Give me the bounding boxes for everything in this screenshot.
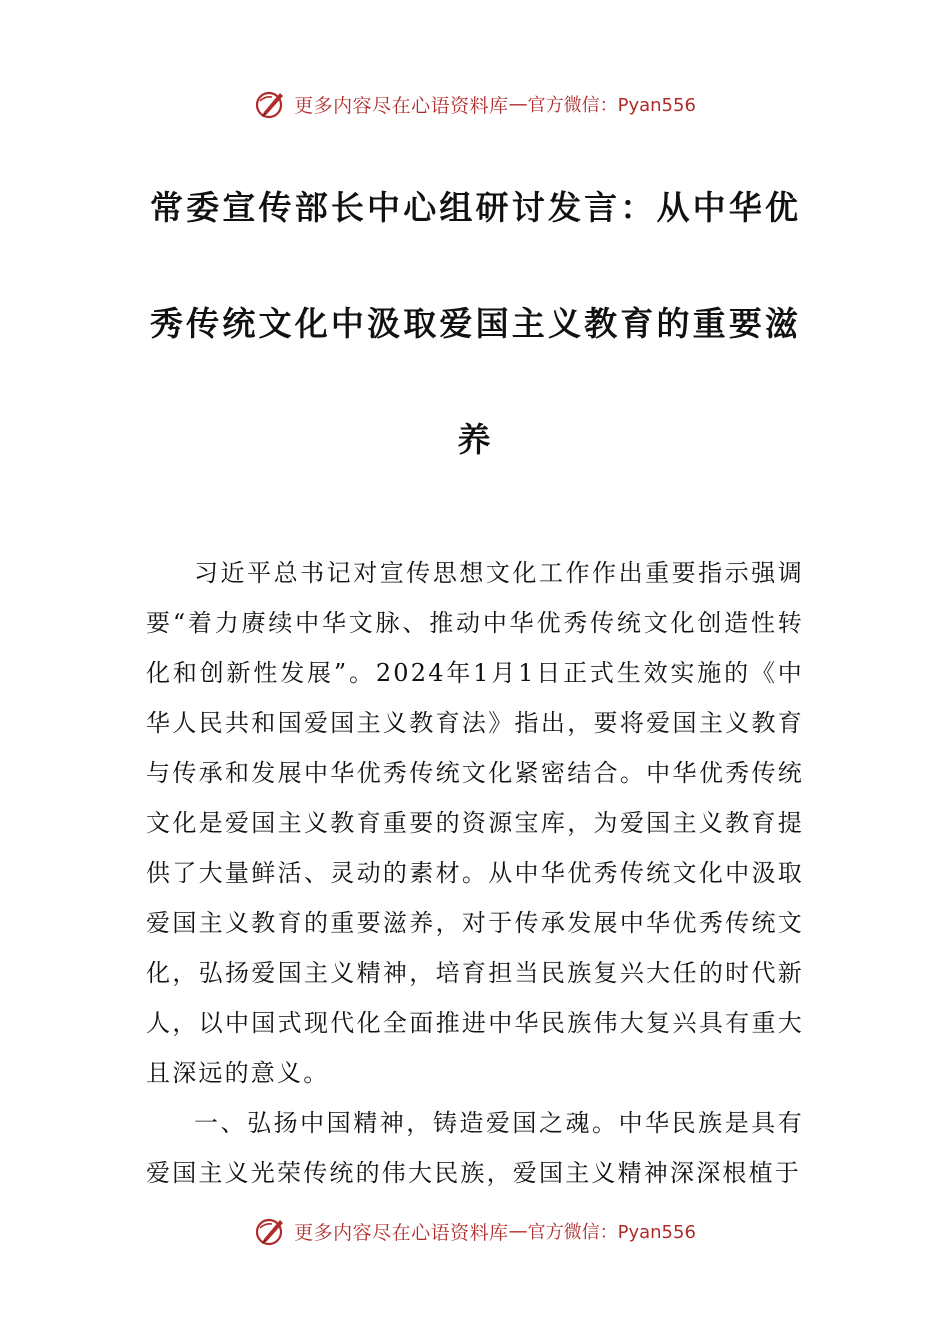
banner-text: 更多内容尽在心语资料库 xyxy=(294,1221,509,1244)
banner-separator: — xyxy=(508,1220,528,1242)
banner-text: 更多内容尽在心语资料库 xyxy=(294,94,509,117)
pen-logo-icon xyxy=(254,1214,288,1248)
paragraph: 一、弘扬中国精神，铸造爱国之魂。中华民族是具有爱国主义光荣传统的伟大民族，爱国主义精神深深根植于 xyxy=(146,1109,804,1187)
banner-wechat: 官方微信：Pyan556 xyxy=(527,95,696,116)
document-body xyxy=(146,548,804,1198)
footer-banner xyxy=(0,1211,950,1251)
pen-logo-icon xyxy=(254,87,288,121)
paragraph: 习近平总书记对宣传思想文化工作作出重要指示强调要“着力赓续中华文脉、推动中华优秀传统文化创造性转化和创新性发展”。2024年1月1日正式生效实施的《中华人民共和国爱国主义教育法》指出，要将爱国主义教育与传承和发展中华优秀传统文化紧密结合。中华优秀传统文化是爱国主义教育重要的资源宝库，为爱国主义教育提供了大量鲜活、灵动的素材。从中华优秀传统文化中汲取爱国主义教育的重要滋养，对于传承发展中华优秀传统文化，弘扬爱国主义精神，培育担当民族复兴大任的时代新人，以中国式现代化全面推进中华民族伟大复兴具有重大且深远的意义。 xyxy=(146,559,804,1087)
banner-wechat: 官方微信：Pyan556 xyxy=(527,1222,696,1243)
banner-separator: — xyxy=(508,93,528,115)
header-banner xyxy=(0,84,950,124)
document-title: 常委宣传部长中心组研讨发言：从中华优秀传统文化中汲取爱国主义教育的重要滋养 xyxy=(150,188,800,459)
